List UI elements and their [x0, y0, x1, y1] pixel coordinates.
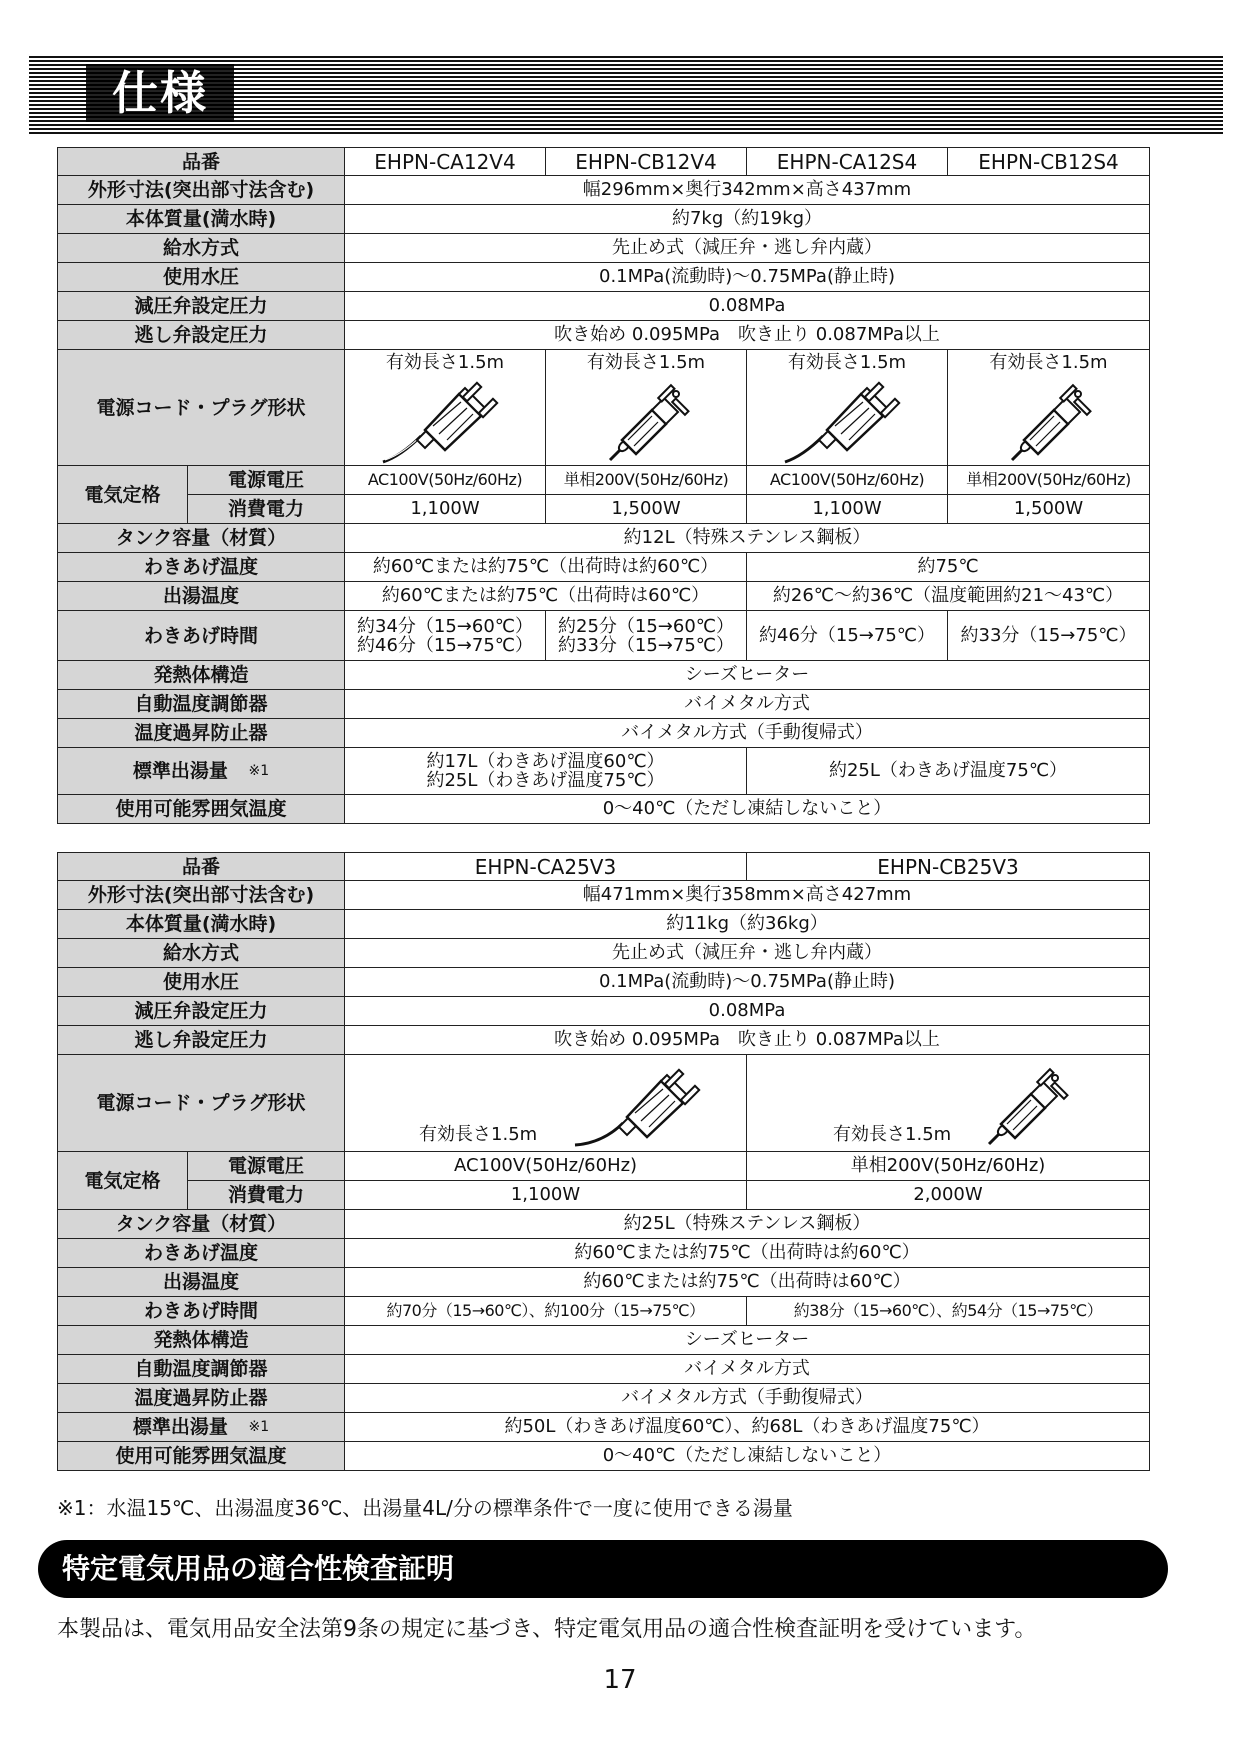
table-row: [58, 205, 1150, 234]
model-name: EHPN-CA12V4: [345, 148, 546, 176]
value-voltage: 単相200V(50Hz/60Hz): [747, 1152, 1150, 1181]
plug-cell: [345, 350, 546, 466]
value-ambient: 0〜40℃（ただし凍結しないこと）: [345, 795, 1150, 824]
label-boil-time: わきあげ時間: [58, 611, 345, 661]
table-row: [58, 1384, 1150, 1413]
table-row: [58, 1152, 1150, 1181]
value-tank: 約12L（特殊ステンレス鋼板）: [345, 524, 1150, 553]
plug-cell: [546, 350, 747, 466]
section-body: 本製品は、電気用品安全法第9条の規定に基づき、特定電気用品の適合性検査証明を受けています。: [57, 1617, 1037, 1642]
label-boil-temp: わきあげ温度: [58, 1239, 345, 1268]
plug-cell: [345, 1055, 747, 1152]
value-pressure: 0.1MPa(流動時)〜0.75MPa(静止時): [345, 968, 1150, 997]
value-pressure: 0.1MPa(流動時)〜0.75MPa(静止時): [345, 263, 1150, 292]
label-rating: 電気定格: [58, 466, 188, 524]
section-header: [38, 1540, 1168, 1598]
label-hot-temp: 出湯温度: [58, 582, 345, 611]
value-boil-time: [345, 611, 546, 661]
cord-length: 有効長さ1.5m: [989, 352, 1108, 373]
label-water-supply: 給水方式: [58, 939, 345, 968]
ac200v-plug-icon: [985, 1057, 1075, 1149]
value-dimensions: 幅471mm×奥行358mm×高さ427mm: [345, 881, 1150, 910]
label-std-output: [58, 748, 345, 795]
value-voltage: 単相200V(50Hz/60Hz): [546, 466, 747, 495]
value-water-supply: 先止め式（減圧弁・逃し弁内蔵）: [345, 939, 1150, 968]
table-row: [58, 748, 1150, 795]
value-boil-temp: 約60℃または約75℃（出荷時は約60℃）: [345, 553, 747, 582]
label-tank: タンク容量（材質）: [58, 1210, 345, 1239]
table-row: [58, 466, 1150, 495]
plug-cell: [747, 1055, 1150, 1152]
value-power: 2,000W: [747, 1181, 1150, 1210]
cord-length: 有効長さ1.5m: [586, 352, 706, 373]
table-row: [58, 1268, 1150, 1297]
plug-cell: [747, 350, 948, 466]
header-band: [29, 56, 1223, 134]
table-row: [58, 1026, 1150, 1055]
value-power: 1,500W: [546, 495, 747, 524]
table-row: [58, 1297, 1150, 1326]
label-weight: 本体質量(満水時): [58, 910, 345, 939]
cord-length: 有効長さ1.5m: [419, 1124, 538, 1145]
label-ambient: 使用可能雰囲気温度: [58, 1442, 345, 1471]
value-boil-time: 約38分（15→60℃）、約54分（15→75℃）: [747, 1297, 1150, 1326]
label-overheat: 温度過昇防止器: [58, 1384, 345, 1413]
table-row: [58, 582, 1150, 611]
page-title: 仕様: [86, 64, 234, 122]
table-row: [58, 148, 1150, 176]
label-rating: 電気定格: [58, 1152, 188, 1210]
table-row: [58, 1181, 1150, 1210]
table-row: [58, 910, 1150, 939]
value-thermostat: バイメタル方式: [345, 1355, 1150, 1384]
value-ambient: 0〜40℃（ただし凍結しないこと）: [345, 1442, 1150, 1471]
value-power: 1,500W: [948, 495, 1150, 524]
cord-length: 有効長さ1.5m: [833, 1124, 952, 1145]
section-title: 特定電気用品の適合性検査証明: [62, 1552, 455, 1585]
value-power: 1,100W: [345, 495, 546, 524]
model-name: EHPN-CB25V3: [747, 853, 1150, 881]
label-dimensions: 外形寸法(突出部寸法含む): [58, 176, 345, 205]
table-row: [58, 968, 1150, 997]
cord-length: 有効長さ1.5m: [787, 352, 907, 373]
table-row: [58, 1355, 1150, 1384]
table-row: [58, 263, 1150, 292]
boil-time-line: 約46分（15→75℃）: [357, 634, 534, 656]
model-name: EHPN-CA12S4: [747, 148, 948, 176]
value-boil-time: [546, 611, 747, 661]
value-power: 1,100W: [345, 1181, 747, 1210]
model-name: EHPN-CB12V4: [546, 148, 747, 176]
table-row: [58, 997, 1150, 1026]
value-water-supply: 先止め式（減圧弁・逃し弁内蔵）: [345, 234, 1150, 263]
label-water-supply: 給水方式: [58, 234, 345, 263]
value-weight: 約7kg（約19kg）: [345, 205, 1150, 234]
value-std-output: 約25L（わきあげ温度75℃）: [747, 748, 1150, 795]
label-heater: 発熱体構造: [58, 661, 345, 690]
ac100v-plug-icon: [381, 374, 511, 464]
label-heater: 発熱体構造: [58, 1326, 345, 1355]
label-ambient: 使用可能雰囲気温度: [58, 795, 345, 824]
value-dimensions: 幅296mm×奥行342mm×高さ437mm: [345, 176, 1150, 205]
boil-time-line: 約34分（15→60℃）: [357, 615, 534, 637]
value-overheat: バイメタル方式（手動復帰式）: [345, 1384, 1150, 1413]
footnote-mark: ※1: [248, 1419, 270, 1435]
value-boil-time: 約33分（15→75℃）: [948, 611, 1150, 661]
std-output-text: 標準出湯量: [132, 1416, 228, 1438]
value-relief-valve: 吹き始め 0.095MPa 吹き止り 0.087MPa以上: [345, 1026, 1150, 1055]
cord-length: 有効長さ1.5m: [385, 352, 505, 373]
value-std-output: [345, 748, 747, 795]
table-row: [58, 1239, 1150, 1268]
label-power: 消費電力: [188, 495, 345, 524]
value-voltage: AC100V(50Hz/60Hz): [747, 466, 948, 495]
table-row: [58, 292, 1150, 321]
ac200v-plug-icon: [1008, 374, 1098, 464]
value-hot-temp: 約26℃〜約36℃（温度範囲約21〜43℃）: [747, 582, 1150, 611]
label-model: 品番: [58, 853, 345, 881]
table-row: [58, 553, 1150, 582]
value-overheat: バイメタル方式（手動復帰式）: [345, 719, 1150, 748]
ac100v-plug-icon: [783, 374, 913, 464]
label-voltage: 電源電圧: [188, 466, 345, 495]
std-output-line: 約17L（わきあげ温度60℃）: [426, 751, 665, 772]
page-number: 17: [603, 1665, 637, 1695]
table-row: [58, 524, 1150, 553]
value-boil-time: 約46分（15→75℃）: [747, 611, 948, 661]
spec-table-1: [57, 147, 1150, 824]
label-std-output: [58, 1413, 345, 1442]
table-row: [58, 795, 1150, 824]
label-relief-valve: 逃し弁設定圧力: [58, 1026, 345, 1055]
table-row: [58, 661, 1150, 690]
value-reducing-valve: 0.08MPa: [345, 292, 1150, 321]
label-voltage: 電源電圧: [188, 1152, 345, 1181]
ac100v-plug-icon: [573, 1059, 713, 1149]
value-voltage: AC100V(50Hz/60Hz): [345, 1152, 747, 1181]
table-row: [58, 234, 1150, 263]
label-power: 消費電力: [188, 1181, 345, 1210]
value-std-output: 約50L（わきあげ温度60℃）、約68L（わきあげ温度75℃）: [345, 1413, 1150, 1442]
model-name: EHPN-CB12S4: [948, 148, 1150, 176]
table-row: [58, 495, 1150, 524]
table-row: [58, 1326, 1150, 1355]
table-row: [58, 1413, 1150, 1442]
label-boil-temp: わきあげ温度: [58, 553, 345, 582]
value-boil-temp: 約75℃: [747, 553, 1150, 582]
label-cord: 電源コード・プラグ形状: [58, 1055, 345, 1152]
table-row: [58, 939, 1150, 968]
label-pressure: 使用水圧: [58, 968, 345, 997]
label-tank: タンク容量（材質）: [58, 524, 345, 553]
std-output-text: 標準出湯量: [132, 760, 228, 782]
label-weight: 本体質量(満水時): [58, 205, 345, 234]
table-row: [58, 611, 1150, 661]
table-row: [58, 1442, 1150, 1471]
label-pressure: 使用水圧: [58, 263, 345, 292]
value-tank: 約25L（特殊ステンレス鋼板）: [345, 1210, 1150, 1239]
table-row: [58, 881, 1150, 910]
spec-table-2: [57, 852, 1150, 1471]
label-reducing-valve: 減圧弁設定圧力: [58, 997, 345, 1026]
footnote-mark: ※1: [248, 763, 270, 779]
std-output-line: 約25L（わきあげ温度75℃）: [426, 770, 665, 791]
value-boil-temp: 約60℃または約75℃（出荷時は約60℃）: [345, 1239, 1150, 1268]
value-heater: シーズヒーター: [345, 661, 1150, 690]
table-row: [58, 690, 1150, 719]
label-dimensions: 外形寸法(突出部寸法含む): [58, 881, 345, 910]
table-row: [58, 853, 1150, 881]
label-model: 品番: [58, 148, 345, 176]
label-overheat: 温度過昇防止器: [58, 719, 345, 748]
value-hot-temp: 約60℃または約75℃（出荷時は60℃）: [345, 582, 747, 611]
label-reducing-valve: 減圧弁設定圧力: [58, 292, 345, 321]
boil-time-line: 約25分（15→60℃）: [558, 615, 735, 637]
value-voltage: 単相200V(50Hz/60Hz): [948, 466, 1150, 495]
plug-cell: [948, 350, 1150, 466]
ac200v-plug-icon: [606, 374, 696, 464]
model-name: EHPN-CA25V3: [345, 853, 747, 881]
value-voltage: AC100V(50Hz/60Hz): [345, 466, 546, 495]
value-power: 1,100W: [747, 495, 948, 524]
value-thermostat: バイメタル方式: [345, 690, 1150, 719]
table-row: [58, 1055, 1150, 1152]
value-relief-valve: 吹き始め 0.095MPa 吹き止り 0.087MPa以上: [345, 321, 1150, 350]
value-hot-temp: 約60℃または約75℃（出荷時は60℃）: [345, 1268, 1150, 1297]
label-thermostat: 自動温度調節器: [58, 690, 345, 719]
value-boil-time: 約70分（15→60℃）、約100分（15→75℃）: [345, 1297, 747, 1326]
table-row: [58, 321, 1150, 350]
table-row: [58, 719, 1150, 748]
label-thermostat: 自動温度調節器: [58, 1355, 345, 1384]
label-hot-temp: 出湯温度: [58, 1268, 345, 1297]
value-weight: 約11kg（約36kg）: [345, 910, 1150, 939]
value-heater: シーズヒーター: [345, 1326, 1150, 1355]
label-boil-time: わきあげ時間: [58, 1297, 345, 1326]
table-row: [58, 350, 1150, 466]
boil-time-line: 約33分（15→75℃）: [558, 634, 735, 656]
label-relief-valve: 逃し弁設定圧力: [58, 321, 345, 350]
footnote: ※1：水温15℃、出湯温度36℃、出湯量4L/分の標準条件で一度に使用できる湯量: [57, 1496, 793, 1520]
value-reducing-valve: 0.08MPa: [345, 997, 1150, 1026]
table-row: [58, 176, 1150, 205]
label-cord: 電源コード・プラグ形状: [58, 350, 345, 466]
table-row: [58, 1210, 1150, 1239]
